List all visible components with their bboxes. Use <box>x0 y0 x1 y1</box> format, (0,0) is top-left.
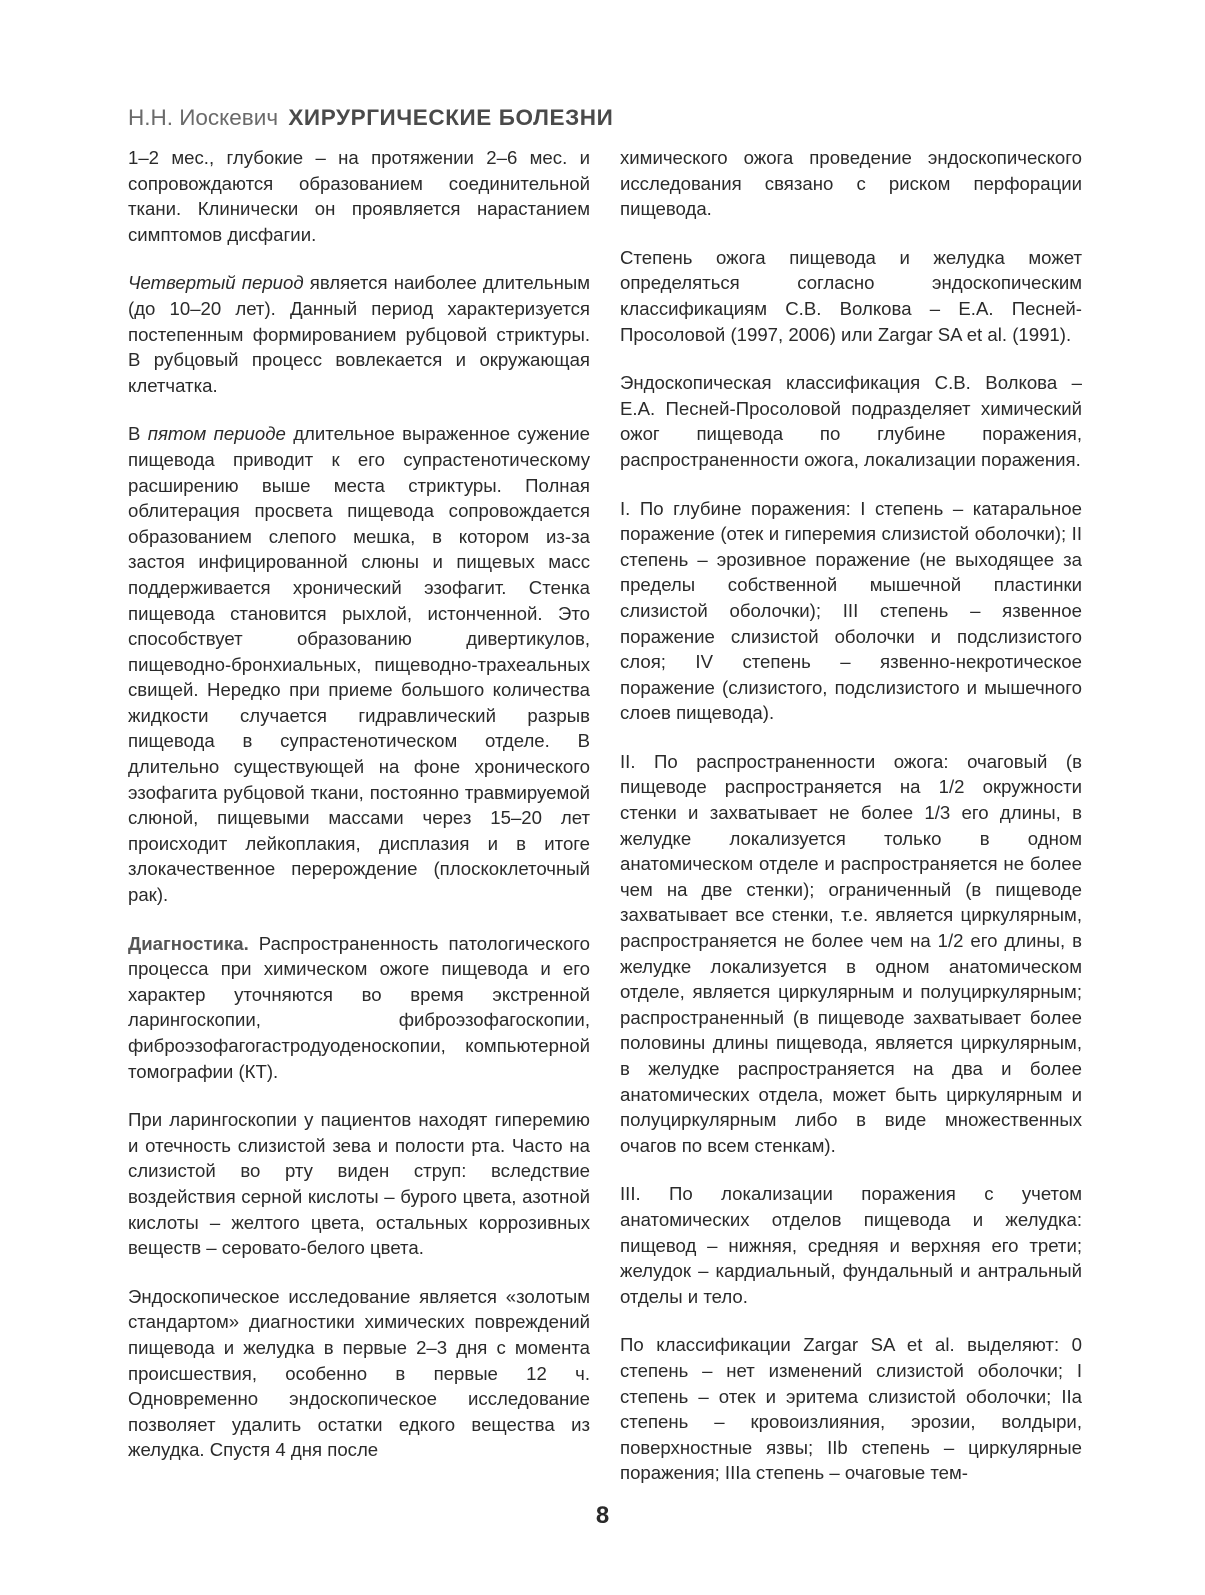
paragraph-text: Распространенность патологического процесса при химическом ожоге пищевода и его характер уточняются во время экстренной ларингоскопии, фиброэзофагоскопии, фиброэзофагогастродуоденоскопии, компьютерной томографии (КТ). <box>128 932 590 1082</box>
paragraph: III. По локализации поражения с учетом анатомических отделов пищевода и желудка: пищевод – нижняя, средняя и верхняя его трети; желудок – кардиальный, фундальный и антральный отделы и тело. <box>620 1183 1082 1307</box>
paragraph <box>128 270 590 398</box>
running-header <box>128 104 613 132</box>
paragraph: I. По глубине поражения: I степень – катаральное поражение (отек и гиперемия слизистой оболочки); II степень – эрозивное поражение (не выходящее за пределы собственной мышечной пластинки слизистой оболочки); III степень – язвенное поражение слизистой оболочки и подслизистого слоя; IV степень – язвенно-некротическое поражение (слизистого, подслизистого и мышечного слоев пищевода). <box>620 497 1082 724</box>
paragraph-prefix: В <box>128 423 148 445</box>
left-column <box>128 145 590 1486</box>
paragraph <box>128 421 590 907</box>
paragraph: Эндоскопическое исследование является «золотым стандартом» диагностики химических повреждений пищевода и желудка в первые 2–3 дня с момента происшествия, особенно в первые 12 ч. Одновременно эндоскопическое исследование позволяет удалить остатки едкого вещества из желудка. Спустя 4 дня после <box>128 1285 590 1461</box>
paragraph-text: является наиболее длительным (до 10–20 лет). Данный период характеризуется постепенным формированием рубцовой стриктуры. В рубцовый процесс вовлекается и окружающая клетчатка. <box>128 272 590 396</box>
paragraph: химического ожога проведение эндоскопического исследования связано с риском перфорации пищевода. <box>620 147 1082 220</box>
section-heading: Диагностика. <box>128 932 249 954</box>
paragraph: Эндоскопическая классификация С.В. Волкова – Е.А. Песней-Просоловой подразделяет химический ожог пищевода по глубине поражения, распространенности ожога, локализации поражения. <box>620 372 1082 470</box>
paragraph: По классификации Zargar SA et al. выделяют: 0 степень – нет изменений слизистой оболочки; I степень – отек и эритема слизистой оболочки; IIa степень – кровоизлияния, эрозии, волдыри, поверхностные язвы; IIb степень – циркулярные поражения; IIIa степень – очаговые тем- <box>620 1334 1082 1484</box>
italic-term: пятом периоде <box>147 423 286 445</box>
page-number: 8 <box>595 1502 610 1529</box>
paragraph: Степень ожога пищевода и желудка может определяться согласно эндоскопическим классификациям С.В. Волкова – Е.А. Песней-Просоловой (1997, 2006) или Zargar SA et al. (1991). <box>620 246 1082 345</box>
paragraph: II. По распространенности ожога: очаговый (в пищеводе распространяется на 1/2 окружности стенки и захватывает не более 1/3 его длины, в желудке локализуется только в одном анатомическом отделе и распространяется не более чем на две стенки); ограниченный (в пищеводе захватывает все стенки, т.е. является циркулярным, распространяется не более чем на 1/2 его длины, в желудке локализуется в одном анатомическом отделе, является циркулярным и полуциркулярным; распространенный (в пищеводе захватывает более половины длины пищевода, является циркулярным, в желудке распространяется на два и более анатомических отдела, может быть циркулярным и полуциркулярным либо в виде множественных очагов по всем стенкам). <box>620 750 1082 1156</box>
paragraph: При ларингоскопии у пациентов находят гиперемию и отечность слизистой зева и полости рта. Часто на слизистой во рту виден струп: вследствие воздействия серной кислоты – бурого цвета, азотной кислоты – желтого цвета, остальных коррозивных веществ – серовато-белого цвета. <box>128 1109 590 1259</box>
right-column <box>620 145 1082 1509</box>
italic-term: Четвертый период <box>128 272 304 294</box>
paragraph <box>128 931 590 1085</box>
header-book-title: ХИРУРГИЧЕСКИЕ БОЛЕЗНИ <box>288 105 614 130</box>
paragraph-text: длительное выраженное сужение пищевода приводит к его супрастенотическому расширению выше места стриктуры. Полная облитерация просвета пищевода сопровождается образованием слепого мешка, в котором из-за застоя инфицированной слюны и пищевых масс поддерживается хронический эзофагит. Стенка пищевода становится рыхлой, истонченной. Это способствует образованию дивертикулов, пищеводно-бронхиальных, пищеводно-трахеальных свищей. Нередко при приеме большого количества жидкости случается гидравлический разрыв пищевода в супрастенотическом отделе. В длительно существующей на фоне хронического эзофагита рубцовой ткани, постоянно травмируемой слюной, пищевыми массами через 15–20 лет происходит лейкоплакия, дисплазия и в итоге злокачественное перерождение (плоскоклеточный рак). <box>128 423 590 906</box>
header-author: Н.Н. Иоскевич <box>128 105 279 130</box>
paragraph: 1–2 мес., глубокие – на протяжении 2–6 мес. и сопровождаются образованием соединительной ткани. Клинически он проявляется нарастанием симптомов дисфагии. <box>128 147 590 245</box>
